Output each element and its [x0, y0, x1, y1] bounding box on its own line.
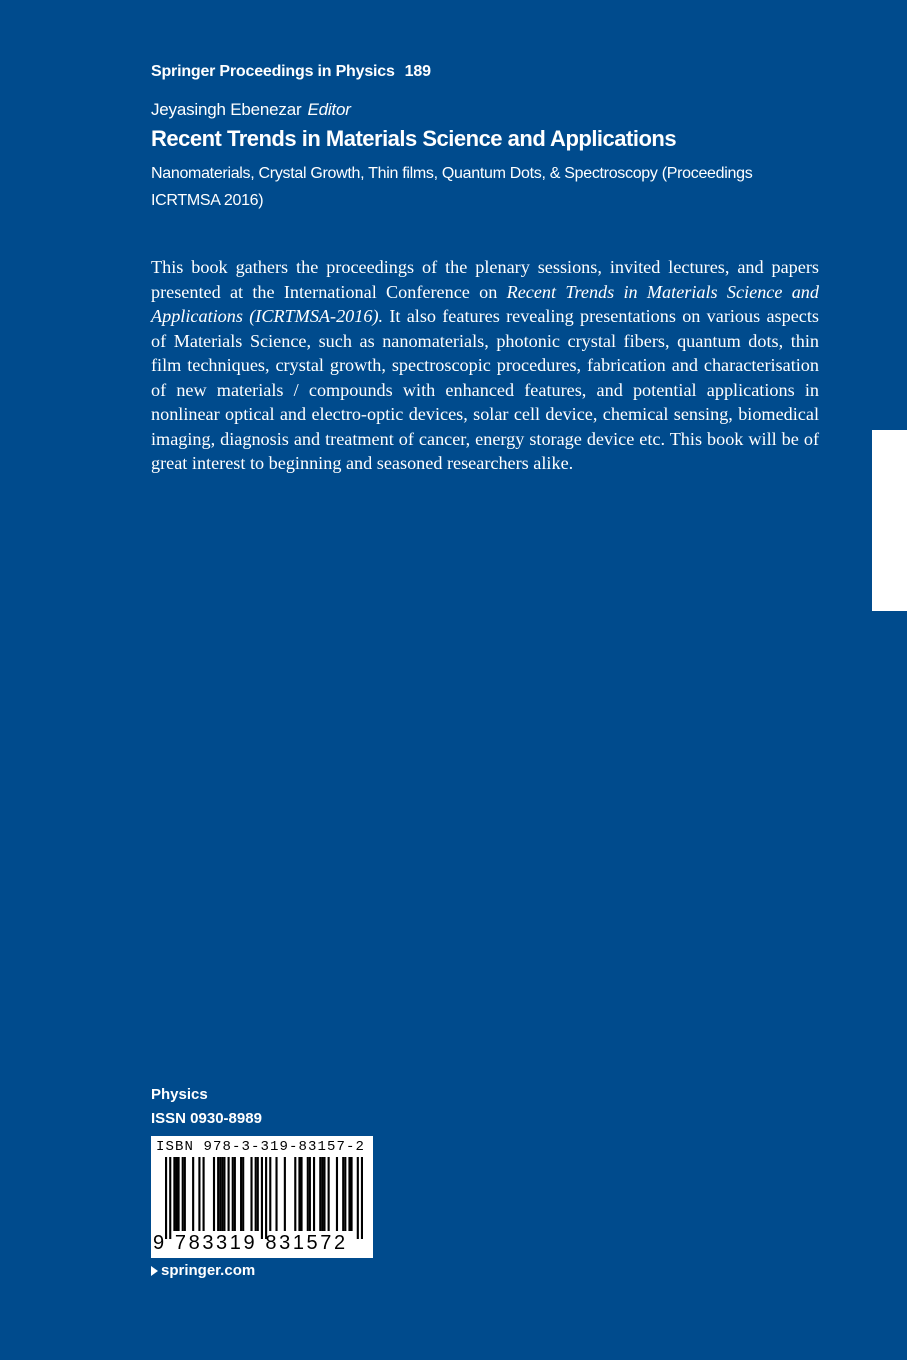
barcode-bar [203, 1157, 205, 1231]
description-part-1: This book gathers the proceedings of the plenary sessions, invited lectures, and papers presented at the International Conference on [151, 257, 819, 302]
barcode-bar [350, 1157, 352, 1231]
isbn-text: ISBN 978-3-319-83157-2 [156, 1139, 366, 1155]
barcode-bars [165, 1157, 363, 1239]
series-name: Springer Proceedings in Physics [151, 63, 395, 80]
barcode-bar [228, 1157, 230, 1231]
barcode-bar [275, 1157, 277, 1231]
book-title: Recent Trends in Materials Science and Applications [151, 126, 677, 151]
barcode-bar [242, 1157, 244, 1231]
barcode-bar [255, 1157, 257, 1231]
barcode-bar [300, 1157, 302, 1231]
barcode-bar [219, 1157, 221, 1231]
editor-role: Editor [307, 100, 351, 119]
barcode-bar [265, 1157, 267, 1239]
barcode-bar [307, 1157, 309, 1231]
barcode-bar [213, 1157, 215, 1231]
barcode-bar [284, 1157, 286, 1231]
barcode-bar [269, 1157, 271, 1231]
barcode-bar [234, 1157, 236, 1231]
book-subtitle: Nanomaterials, Crystal Growth, Thin films, Quantum Dots, & Spectroscopy (Proceedings ICRTMSA 2016) [151, 165, 753, 209]
barcode-bar [344, 1157, 346, 1231]
barcode-bar [309, 1157, 311, 1231]
barcode-bar [182, 1157, 184, 1231]
barcode-bar [178, 1157, 180, 1231]
website-text: springer.com [161, 1262, 256, 1279]
spine-tab [872, 430, 907, 611]
barcode-bar [313, 1157, 315, 1231]
barcode-bar [348, 1157, 350, 1231]
barcode-bar [319, 1157, 321, 1231]
description-part-2: It also features revealing presentations on various aspects of Materials Science, such as nanomaterials, photonic crystal fibers, quantum dots, thin film techniques, crystal growth, spectroscopic procedures, fabrication and characterisation of new materials / compounds with enhanced features, and potential applications in nonlinear optical and electro-optic devices, solar cell device, chemical sensing, biomedical imaging, diagnosis and treatment of cancer, energy storage device etc. This book will be of great interest to beginning and seasoned researchers alike. [151, 306, 819, 473]
series-volume: 189 [404, 63, 431, 80]
website-link[interactable] [151, 1262, 255, 1279]
issn-label: ISSN 0930-8989 [151, 1110, 262, 1127]
barcode-bar [294, 1157, 296, 1231]
barcode-bar [328, 1157, 330, 1231]
barcode-bar [169, 1157, 171, 1239]
editor-name: Jeyasingh Ebenezar [151, 100, 302, 119]
editor-line [151, 100, 351, 120]
barcode-bar [298, 1157, 300, 1231]
description-conference-name: Recent Trends in Materials Science and Applications (ICRTMSA-2016). [151, 281, 819, 326]
book-description [151, 255, 819, 476]
barcode-bar [336, 1157, 338, 1231]
barcode-bar [173, 1157, 175, 1231]
barcode-bar [192, 1157, 194, 1231]
barcode-bar [240, 1157, 242, 1231]
barcode-bar [165, 1157, 167, 1239]
barcode-bar [323, 1157, 325, 1231]
barcode-bar [175, 1157, 177, 1231]
barcode-panel [151, 1136, 373, 1258]
barcode-bar [217, 1157, 219, 1231]
barcode-bar [321, 1157, 323, 1231]
barcode-bar [223, 1157, 225, 1231]
subject-label: Physics [151, 1086, 208, 1103]
barcode-bar [232, 1157, 234, 1231]
barcode-bar [261, 1157, 263, 1239]
barcode-bar [357, 1157, 359, 1239]
barcode-bar [221, 1157, 223, 1231]
barcode-bar [342, 1157, 344, 1231]
arrow-right-icon [151, 1266, 158, 1276]
series-line [151, 63, 431, 81]
barcode-bar [250, 1157, 252, 1231]
barcode-bar [198, 1157, 200, 1231]
barcode-bar [361, 1157, 363, 1239]
barcode-bar [257, 1157, 259, 1231]
ean-digits: 9 783319 831572 [153, 1232, 348, 1254]
barcode-bar [184, 1157, 186, 1231]
